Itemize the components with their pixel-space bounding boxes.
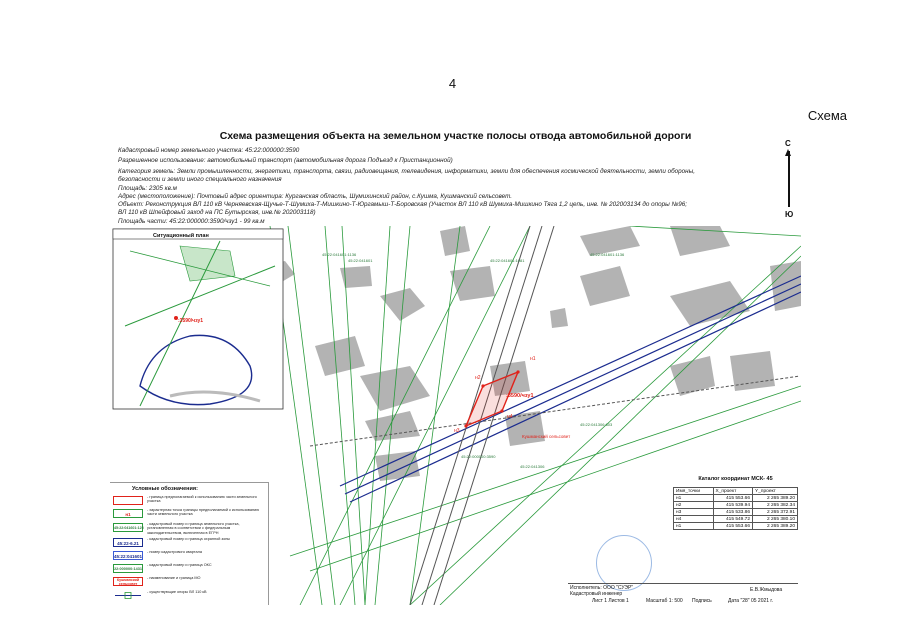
scheme-sheet — [110, 125, 801, 605]
engineer-label: Кадастровый инженер — [570, 591, 623, 597]
point-label: н3 — [454, 428, 460, 434]
legend-symbol: 45:22-6.21 — [113, 538, 143, 547]
signature-label: Подпись — [692, 598, 712, 604]
table-cell: н3 — [674, 509, 714, 516]
legend-title: Условные обозначения: — [132, 486, 198, 492]
cadastral-label: 45:22:000000:3590 — [461, 454, 496, 459]
legend-text: - наименование и граница МО — [147, 576, 201, 580]
table-cell: 2 265 380.10 — [753, 516, 798, 523]
table-cell: н1 — [674, 495, 714, 502]
legend-item — [113, 495, 265, 507]
date: Дата "28" 05 2021 г. — [728, 598, 774, 604]
table-cell: 2 265 389.20 — [753, 495, 798, 502]
column-header: Имя_точки — [674, 488, 714, 495]
legend-item — [113, 508, 265, 520]
header-line: безопасности и земли иного специального назначения — [118, 176, 282, 183]
table-row — [674, 509, 798, 516]
cadastral-label: 45:22:041601:1136 — [322, 252, 357, 257]
inset-label: :3590/чзу1 — [178, 318, 204, 324]
south-label: Ю — [785, 210, 794, 219]
legend — [110, 482, 269, 605]
page-number: 4 — [448, 76, 457, 91]
schema-label: Схема — [807, 108, 847, 123]
legend-item — [113, 576, 265, 588]
table-cell: 415 539.94 — [713, 502, 753, 509]
catalog-title: Каталог координат МСК- 45 — [698, 476, 773, 482]
table-cell: 2 265 372.91 — [753, 509, 798, 516]
scale: Масштаб 1: 500 — [646, 598, 683, 604]
table-cell: н2 — [674, 502, 714, 509]
legend-item — [113, 563, 265, 575]
header-line: Площадь части: 45:22:000000:3590/чзу1 - 99 кв.м — [118, 218, 265, 225]
header-line: Категория земель: Земли промышленности, энергетики, транспорта, связи, радиовещания, телевидения, информатики, земли для обеспечения космической деятельности, земли обороны, — [118, 168, 696, 175]
inset-title: Ситуационный план — [153, 233, 209, 239]
executor: Исполнитель: ООО "СУЭР" — [570, 585, 634, 591]
scheme-title: Схема размещения объекта на земельном участке полосы отвода автомобильной дороги — [219, 130, 692, 142]
cadastral-label: 45:22:041601:1081 — [490, 258, 525, 263]
legend-symbol: 45:22:041601 — [113, 551, 143, 560]
table-row — [674, 502, 798, 509]
table-header-row — [674, 488, 798, 495]
legend-item — [113, 550, 265, 562]
table-cell: 2 265 389.20 — [753, 523, 798, 530]
legend-text: - характерная точка границы предполагаемой к использованию части земельного участка — [147, 508, 260, 517]
table-cell: 415 553.66 — [713, 523, 753, 530]
legend-item — [113, 522, 265, 534]
parcel-label: :3590/чзу1 — [506, 393, 534, 399]
table-row — [674, 523, 798, 530]
settlement-label: Кушманский сельсовет — [522, 434, 571, 439]
legend-symbol: 45:22:041601:125 — [113, 523, 143, 532]
legend-symbol — [113, 496, 143, 505]
point-label: н4 — [507, 414, 513, 420]
cadastral-label: 45:22:041601:1136 — [590, 252, 625, 257]
legend-symbol: 22:000000:1431 — [113, 564, 143, 573]
title-block — [568, 583, 798, 605]
table-cell: 415 549.72 — [713, 516, 753, 523]
header-line: Кадастровый номер земельного участка: 45:22:000000:3590 — [118, 147, 300, 154]
legend-text: - кадастровый номер и граница земельного участка, установленная в соответствии с федеральным законодательством, включенная в ЕГРН — [147, 522, 240, 535]
cadastral-label: 45:22:041306 — [520, 464, 545, 469]
cadastral-label: 45:22:041306:603 — [580, 422, 613, 427]
legend-text: - кадастровый номер и граница ОКС — [147, 563, 212, 567]
situational-plan-inset — [113, 229, 283, 409]
table-cell: н1 — [674, 523, 714, 530]
table-row — [674, 495, 798, 502]
north-arrow — [782, 139, 796, 219]
point-label: н2 — [475, 375, 481, 381]
engineer-name: Е.В.Жмыдова — [750, 587, 783, 593]
north-label: С — [785, 139, 791, 148]
table-cell: 415 553.66 — [713, 495, 753, 502]
header-line: Адрес (местоположение): Почтовый адрес ориентира: Курганская область, Шумихинский район, с.Кушма, Кушманский сельсовет. — [118, 193, 513, 200]
legend-text: - граница предполагаемой к использованию части земельного участка — [147, 495, 257, 504]
header-line: Разрешенное использование: автомобильный транспорт (автомобильная дорога Подъезд к Пристанционной) — [118, 157, 453, 164]
table-cell: н4 — [674, 516, 714, 523]
header-line: Площадь: 2305 кв.м — [118, 185, 177, 192]
coordinate-table — [673, 487, 798, 530]
coordinate-catalog — [673, 476, 798, 530]
legend-symbol: Кушманский сельсовет — [113, 577, 143, 586]
header-line: Объект: Реконструкция ВЛ 110 кВ Черняевская-Щучье-Т-Шумиха-Т-Мишкино-Т-Юргамыш-Т-Боровская (Участок ВЛ 110 кВ Шумиха-Мишкино Тяга 1,2 цепь, инв. № 202003134 до опоры №96; — [118, 201, 688, 208]
legend-text: - кадастровый номер и граница охранной зоны — [147, 537, 231, 541]
sheet-info: Лист 1 Листов 1 — [592, 598, 629, 604]
legend-text: - номер кадастрового квартала — [147, 550, 202, 554]
point-label: н1 — [530, 356, 536, 362]
legend-symbol: н1 — [113, 509, 143, 518]
table-cell: 2 265 382.34 — [753, 502, 798, 509]
table-row — [674, 516, 798, 523]
table-cell: 415 533.86 — [713, 509, 753, 516]
pylon-icon — [113, 591, 143, 600]
column-header: X_проект — [713, 488, 753, 495]
legend-text: - существующие опоры ВЛ 110 кВ — [147, 590, 207, 594]
column-header: Y_проект — [753, 488, 798, 495]
header-line: ВЛ 110 кВ Шпейфовый заход на ПС Бутырская, инв.№ 202003118) — [118, 209, 316, 216]
legend-item — [113, 590, 265, 602]
legend-item — [113, 537, 265, 549]
arrow-icon — [788, 151, 790, 207]
cadastral-label: 45:22:041601 — [348, 258, 373, 263]
